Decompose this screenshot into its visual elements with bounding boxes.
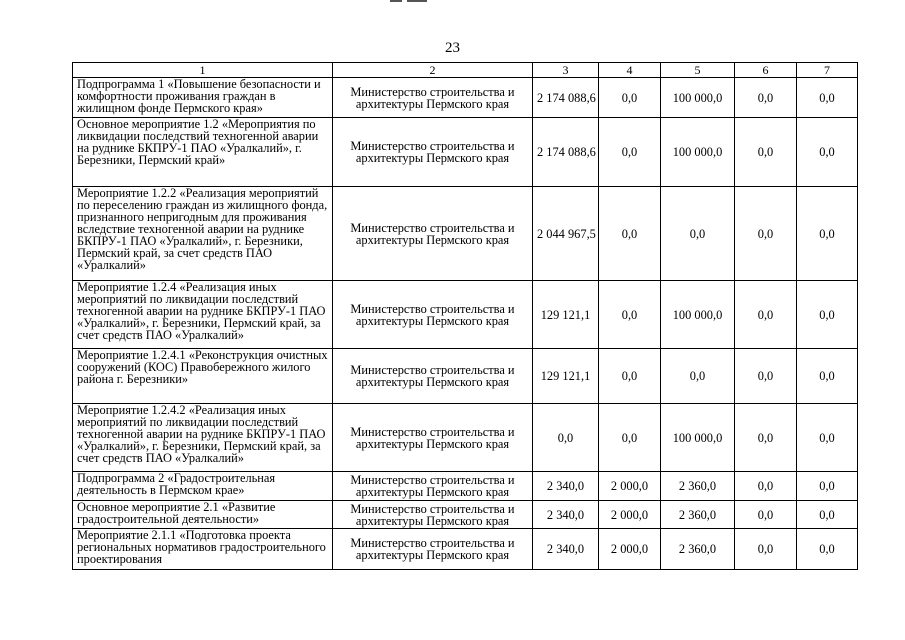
- cell-value: 2 360,0: [661, 501, 735, 529]
- responsible-body: Министерство строительства и архитектуры Пермского края: [333, 78, 533, 118]
- cell-value: 2 340,0: [533, 501, 599, 529]
- cell-value: 0,0: [599, 187, 661, 281]
- column-header: 3: [533, 63, 599, 78]
- cell-value: 0,0: [735, 349, 797, 404]
- row-title: Мероприятие 1.2.4 «Реализация иных мероприятий по ликвидации последствий техногенной аварии на руднике БКПРУ-1 ПАО «Уралкалий», г. Березники, Пермский край, за счет средств ПАО «Уралкалий»: [73, 281, 333, 349]
- table-row: [73, 349, 858, 404]
- cell-value: 2 174 088,6: [533, 78, 599, 118]
- cell-value: 2 340,0: [533, 472, 599, 501]
- cell-value: 100 000,0: [661, 281, 735, 349]
- cell-value: 0,0: [797, 78, 858, 118]
- cell-value: 0,0: [599, 404, 661, 472]
- cell-value: 0,0: [661, 349, 735, 404]
- table-row: [73, 118, 858, 187]
- row-title: Мероприятие 1.2.4.2 «Реализация иных мероприятий по ликвидации последствий техногенной аварии на руднике БКПРУ-1 ПАО «Уралкалий», г. Березники, Пермский край, за счет средств ПАО «Уралкалий»: [73, 404, 333, 472]
- cell-value: 0,0: [599, 78, 661, 118]
- cell-value: 100 000,0: [661, 118, 735, 187]
- cell-value: 2 000,0: [599, 529, 661, 570]
- column-header: 1: [73, 63, 333, 78]
- cell-value: 2 000,0: [599, 472, 661, 501]
- responsible-body: Министерство строительства и архитектуры Пермского края: [333, 281, 533, 349]
- responsible-body: Министерство строительства и архитектуры Пермского края: [333, 349, 533, 404]
- table-row: [73, 529, 858, 570]
- cell-value: 0,0: [797, 529, 858, 570]
- cell-value: 2 340,0: [533, 529, 599, 570]
- cell-value: 2 174 088,6: [533, 118, 599, 187]
- responsible-body: Министерство строительства и архитектуры Пермского края: [333, 118, 533, 187]
- cell-value: 0,0: [735, 404, 797, 472]
- row-title: Мероприятие 1.2.2 «Реализация мероприятий по переселению граждан из жилищного фонда, признанного непригодным для проживания вследствие техногенной аварии на руднике БКПРУ-1 ПАО «Уралкалий», г. Березники, Пермский край, за счет средств ПАО «Уралкалий»: [73, 187, 333, 281]
- cell-value: 0,0: [735, 501, 797, 529]
- page-number: 23: [445, 40, 460, 56]
- cell-value: 0,0: [599, 349, 661, 404]
- cell-value: 0,0: [533, 404, 599, 472]
- row-title: Подпрограмма 2 «Градостроительная деятельность в Пермском крае»: [73, 472, 333, 501]
- table-row: [73, 78, 858, 118]
- cell-value: 129 121,1: [533, 281, 599, 349]
- table-row: [73, 404, 858, 472]
- row-title: Подпрограмма 1 «Повышение безопасности и комфортности проживания граждан в жилищном фонде Пермского края»: [73, 78, 333, 118]
- column-header: 2: [333, 63, 533, 78]
- row-title: Основное мероприятие 1.2 «Мероприятия по ликвидации последствий техногенной аварии на руднике БКПРУ-1 ПАО «Уралкалий», г. Березники, Пермский край»: [73, 118, 333, 187]
- table-row: [73, 472, 858, 501]
- cell-value: 2 360,0: [661, 472, 735, 501]
- column-header: 7: [797, 63, 858, 78]
- cell-value: 100 000,0: [661, 404, 735, 472]
- table-header-row: [73, 63, 858, 78]
- cell-value: 0,0: [797, 349, 858, 404]
- cell-value: 0,0: [735, 472, 797, 501]
- cell-value: 0,0: [797, 281, 858, 349]
- cell-value: 0,0: [735, 187, 797, 281]
- row-title: Мероприятие 1.2.4.1 «Реконструкция очистных сооружений (КОС) Правобережного жилого района г. Березники»: [73, 349, 333, 404]
- cell-value: 2 360,0: [661, 529, 735, 570]
- cell-value: 100 000,0: [661, 78, 735, 118]
- cell-value: 0,0: [661, 187, 735, 281]
- table-row: [73, 501, 858, 529]
- row-title: Основное мероприятие 2.1 «Развитие градостроительной деятельности»: [73, 501, 333, 529]
- cell-value: 0,0: [599, 118, 661, 187]
- row-title: Мероприятие 2.1.1 «Подготовка проекта региональных нормативов градостроительного проектирования: [73, 529, 333, 570]
- column-header: 4: [599, 63, 661, 78]
- responsible-body: Министерство строительства и архитектуры Пермского края: [333, 187, 533, 281]
- responsible-body: Министерство строительства и архитектуры Пермского края: [333, 404, 533, 472]
- responsible-body: Министерство строительства и архитектуры Пермского края: [333, 472, 533, 501]
- cell-value: 0,0: [735, 281, 797, 349]
- responsible-body: Министерство строительства и архитектуры Пермского края: [333, 529, 533, 570]
- cell-value: 0,0: [797, 118, 858, 187]
- scan-artifact-mark: [390, 0, 430, 2]
- table-row: [73, 187, 858, 281]
- column-header: 5: [661, 63, 735, 78]
- cell-value: 0,0: [599, 281, 661, 349]
- cell-value: 2 000,0: [599, 501, 661, 529]
- cell-value: 0,0: [797, 404, 858, 472]
- cell-value: 2 044 967,5: [533, 187, 599, 281]
- cell-value: 0,0: [735, 118, 797, 187]
- cell-value: 0,0: [797, 187, 858, 281]
- cell-value: 129 121,1: [533, 349, 599, 404]
- cell-value: 0,0: [797, 472, 858, 501]
- cell-value: 0,0: [735, 78, 797, 118]
- table-row: [73, 281, 858, 349]
- column-header: 6: [735, 63, 797, 78]
- budget-table: [72, 62, 858, 570]
- cell-value: 0,0: [735, 529, 797, 570]
- responsible-body: Министерство строительства и архитектуры Пермского края: [333, 501, 533, 529]
- cell-value: 0,0: [797, 501, 858, 529]
